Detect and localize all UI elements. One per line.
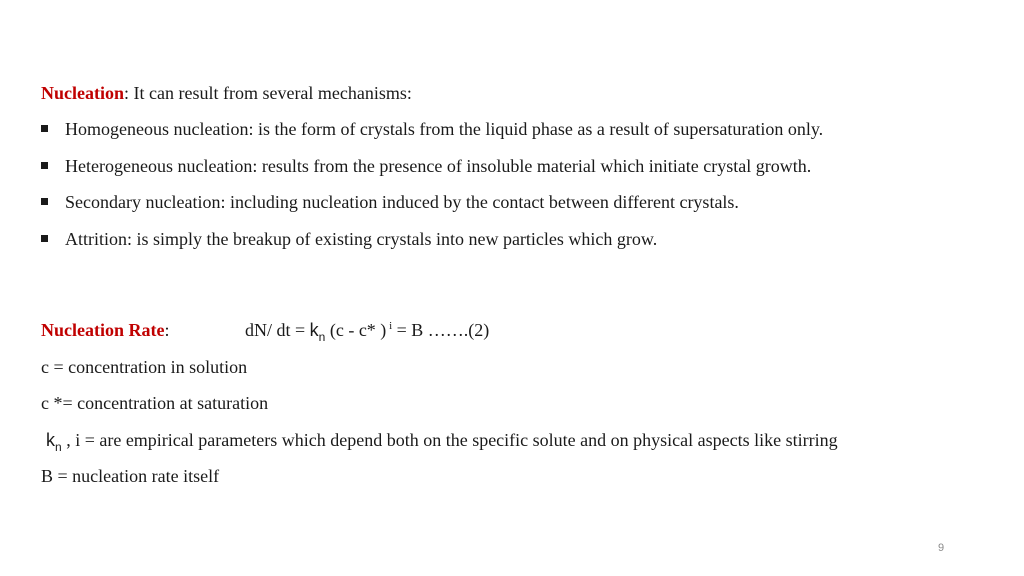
rate-equation bbox=[245, 319, 489, 344]
nucleation-heading: Nucleation bbox=[41, 83, 124, 103]
bullet-text: Secondary nucleation: including nucleation induced by the contact between different crystals. bbox=[65, 192, 739, 212]
definition-k-subscript: n bbox=[55, 440, 62, 454]
square-bullet-icon bbox=[41, 235, 48, 242]
bullet-text: Attrition: is simply the breakup of existing crystals into new particles which grow. bbox=[65, 229, 658, 249]
rate-line bbox=[41, 319, 170, 341]
bullet-text: Heterogeneous nucleation: results from the presence of insoluble material which initiate crystal growth. bbox=[65, 156, 812, 176]
equation-part: (c - c* ) bbox=[325, 320, 387, 340]
intro-text: : It can result from several mechanisms: bbox=[124, 83, 412, 103]
bullet-item bbox=[41, 118, 823, 140]
equation-exponent: i bbox=[386, 320, 393, 332]
nucleation-rate-heading: Nucleation Rate bbox=[41, 320, 165, 340]
bullet-item bbox=[41, 155, 811, 177]
definition-b: B = nucleation rate itself bbox=[41, 466, 220, 486]
page-number: 9 bbox=[938, 542, 945, 554]
equation-part: dN/ dt = bbox=[245, 320, 310, 340]
definition-cstar: c *= concentration at saturation bbox=[41, 393, 269, 413]
definition-kn-text: , i = are empirical parameters which depend both on the specific solute and on physical aspects like stirring bbox=[61, 430, 838, 450]
definition-kn bbox=[46, 429, 838, 453]
equation-part: = B …….(2) bbox=[392, 320, 490, 340]
rate-colon: : bbox=[164, 320, 170, 340]
intro-line bbox=[41, 82, 412, 104]
equation-k-subscript: n bbox=[318, 330, 326, 344]
equation-k: k bbox=[309, 320, 319, 340]
bullet-item bbox=[41, 228, 657, 250]
square-bullet-icon bbox=[41, 162, 48, 169]
square-bullet-icon bbox=[41, 198, 48, 205]
bullet-text: Homogeneous nucleation: is the form of crystals from the liquid phase as a result of supersaturation only. bbox=[65, 119, 824, 139]
bullet-item bbox=[41, 191, 739, 213]
definition-c: c = concentration in solution bbox=[41, 357, 248, 377]
square-bullet-icon bbox=[41, 125, 48, 132]
definition-k: k bbox=[46, 430, 55, 450]
